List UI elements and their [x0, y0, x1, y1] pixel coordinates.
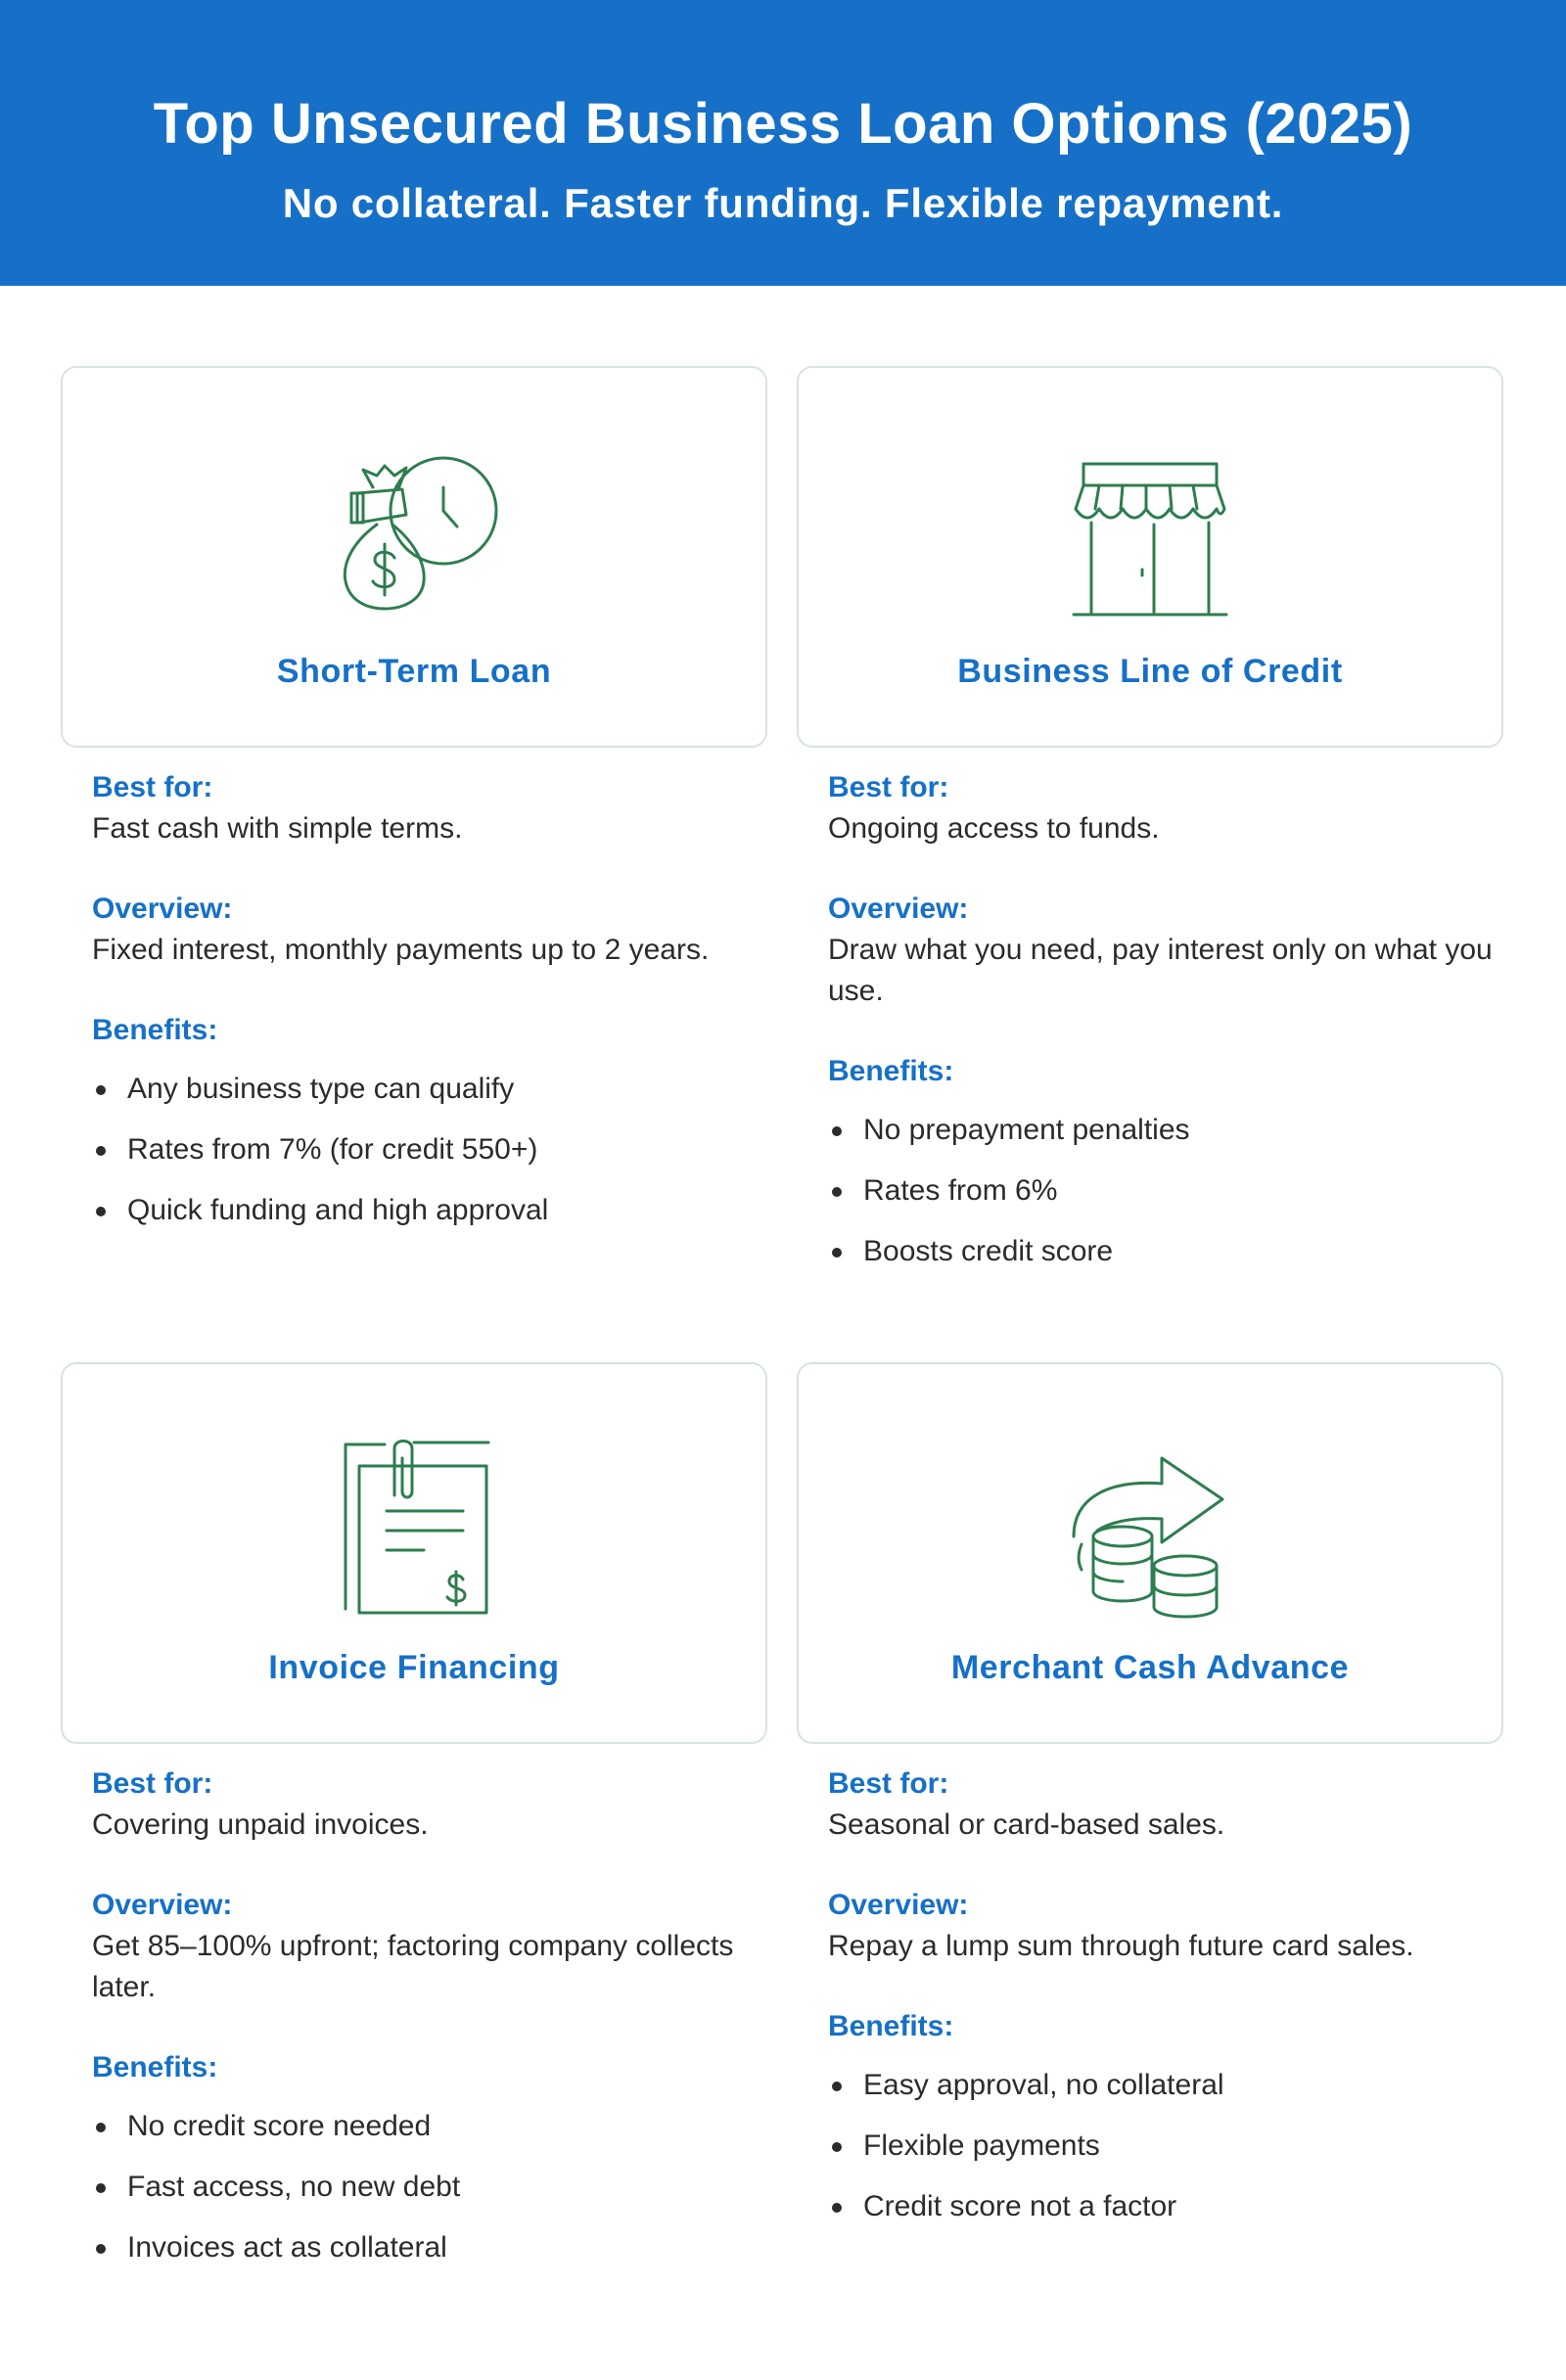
best-for-text: Fast cash with simple terms.: [92, 812, 463, 845]
option-details-merchant-cash-advance: [828, 1763, 1513, 2247]
benefit-item: Fast access, no new debt: [92, 2167, 777, 2208]
benefit-item: Any business type can qualify: [92, 1069, 777, 1110]
benefit-item: No credit score needed: [92, 2106, 777, 2147]
best-for-text: Ongoing access to funds.: [828, 812, 1160, 845]
benefits-label: Benefits:: [92, 2051, 218, 2083]
benefit-item: Rates from 7% (for credit 550+): [92, 1129, 777, 1170]
benefit-item: Boosts credit score: [828, 1231, 1513, 1272]
option-card-short-term-loan: [61, 366, 767, 748]
overview-text: Fixed interest, monthly payments up to 2 years.: [92, 934, 710, 966]
option-details-invoice-financing: [92, 1763, 777, 2288]
option-card-merchant-cash-advance: [797, 1362, 1503, 1744]
benefits-label: Benefits:: [828, 1055, 954, 1087]
option-card-invoice-financing: [61, 1362, 767, 1744]
benefit-item: Quick funding and high approval: [92, 1190, 777, 1231]
money-bag-clock-icon: [316, 433, 512, 628]
best-for-text: Covering unpaid invoices.: [92, 1808, 429, 1841]
benefits-list: [828, 2065, 1513, 2227]
benefits-list: [828, 1110, 1513, 1272]
benefits-label: Benefits:: [828, 2010, 954, 2042]
storefront-icon: [1052, 433, 1248, 628]
benefits-list: [92, 1069, 777, 1231]
benefits-label: Benefits:: [92, 1014, 218, 1046]
benefit-item: Flexible payments: [828, 2126, 1513, 2167]
page-subtitle: No collateral. Faster funding. Flexible repayment.: [282, 180, 1284, 226]
option-card-line-of-credit: [797, 366, 1503, 748]
overview-text: Get 85–100% upfront; factoring company collects later.: [92, 1930, 734, 2003]
overview-label: Overview:: [92, 1889, 233, 1921]
benefit-item: Invoices act as collateral: [92, 2227, 777, 2268]
option-title: Merchant Cash Advance: [950, 1649, 1350, 1686]
best-for-text: Seasonal or card-based sales.: [828, 1808, 1225, 1841]
invoice-clip-icon: [316, 1429, 512, 1625]
option-title: Short-Term Loan: [276, 653, 552, 690]
overview-label: Overview:: [92, 892, 233, 925]
header-banner: [0, 0, 1566, 286]
benefit-item: No prepayment penalties: [828, 1110, 1513, 1151]
option-details-line-of-credit: [828, 767, 1513, 1292]
option-title: Invoice Financing: [268, 1649, 560, 1686]
benefits-list: [92, 2106, 777, 2268]
overview-label: Overview:: [828, 892, 969, 925]
best-for-label: Best for:: [92, 771, 213, 803]
best-for-label: Best for:: [828, 1767, 949, 1800]
benefit-item: Easy approval, no collateral: [828, 2065, 1513, 2106]
overview-label: Overview:: [828, 1889, 969, 1921]
option-details-short-term-loan: [92, 767, 777, 1251]
option-title: Business Line of Credit: [957, 653, 1343, 690]
benefit-item: Rates from 6%: [828, 1170, 1513, 1212]
overview-text: Repay a lump sum through future card sales.: [828, 1930, 1414, 1962]
overview-text: Draw what you need, pay interest only on what you use.: [828, 934, 1493, 1007]
page-title: Top Unsecured Business Loan Options (2025): [153, 92, 1413, 156]
best-for-label: Best for:: [828, 771, 949, 803]
best-for-label: Best for:: [92, 1767, 213, 1800]
coins-arrow-icon: [1052, 1429, 1248, 1625]
benefit-item: Credit score not a factor: [828, 2186, 1513, 2227]
